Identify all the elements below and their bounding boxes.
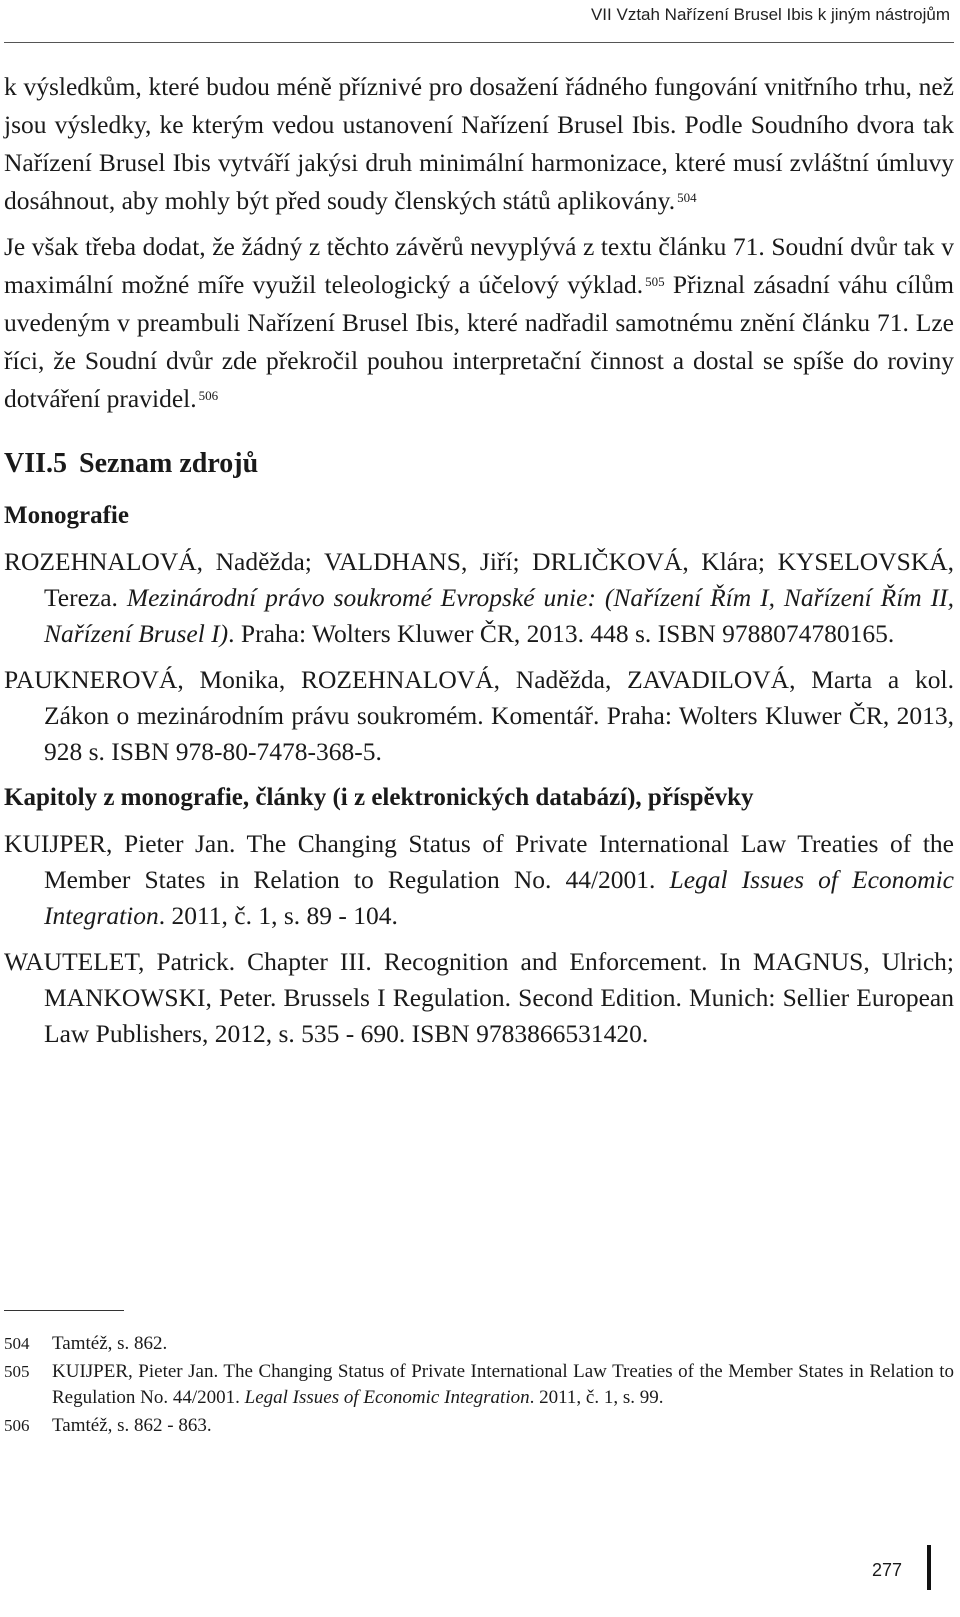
- reference-kuijper: [4, 826, 954, 934]
- reference-title: Mezinárodní právo soukromé Evropské unie: (Nařízení Řím I, Nařízení Řím II, Nařízení Brusel I): [44, 583, 954, 648]
- section-title: Seznam zdrojů: [79, 448, 259, 479]
- reference-details: . Praha: Wolters Kluwer ČR, 2013. 448 s. ISBN 9788074780165.: [228, 619, 895, 648]
- reference-main: KUIJPER, Pieter Jan. The Changing Status of Private International Law Treaties of the Member States in Relation to Regulation No. 44/2001.: [4, 829, 954, 894]
- page-number: 277: [872, 1560, 903, 1580]
- reference-journal: Legal Issues of Economic Integration: [44, 865, 955, 930]
- footnote-504: [4, 1331, 954, 1357]
- footnote-ref-504[interactable]: 504: [677, 190, 697, 205]
- reference-details: . 2011, č. 1, s. 89 - 104.: [158, 901, 398, 930]
- footnotes: [4, 1331, 954, 1441]
- footnote-number: 506: [4, 1416, 30, 1435]
- subheading-monografie: Monografie: [4, 502, 129, 529]
- footnote-506: [4, 1413, 954, 1439]
- footnote-text: Tamtéž, s. 862.: [52, 1333, 168, 1354]
- reference-authors: ROZEHNALOVÁ, Naděžda; VALDHANS, Jiří; DRLIČKOVÁ, Klára; KYSELOVSKÁ, Tereza.: [4, 547, 954, 612]
- reference-rozehnalova: [4, 544, 954, 652]
- footnote-ref-506[interactable]: 506: [198, 388, 219, 403]
- footnote-journal: Legal Issues of Economic Integration: [244, 1387, 530, 1408]
- footnote-text-a: KUIJPER, Pieter Jan. The Changing Status of Private International Law Treaties of the Member States in Relation to Regulation No. 44/2001.: [52, 1361, 954, 1408]
- footnote-divider: [4, 1310, 124, 1311]
- body-paragraph-1: [4, 68, 954, 220]
- paragraph-2-text-b: Přiznal zásadní váhu cílům uvedeným v preambuli Nařízení Brusel Ibis, které nadřadil samotnému znění článku 71. Lze říci, že Soudní dvůr zde překročil pouhou interpretační činnost a dostal se spíše do roviny dotváření pravidel.: [4, 270, 954, 413]
- footnote-number: 504: [4, 1334, 30, 1353]
- paragraph-2-text-a: Je však třeba dodat, že žádný z těchto závěrů nevyplývá z textu článku 71. Soudní dvůr tak v maximální možné míře využil teleologický a účelový výklad.: [4, 232, 954, 299]
- reference-wautelet: WAUTELET, Patrick. Chapter III. Recognition and Enforcement. In MAGNUS, Ulrich; MANKOWSKI, Peter. Brussels I Regulation. Second Edition. Munich: Sellier European Law Publishers, 2012, s. 535 - 690. ISBN 9783866531420.: [4, 947, 954, 1048]
- running-title: VII Vztah Nařízení Brusel Ibis k jiným nástrojům: [590, 5, 950, 24]
- footnote-text: [52, 1359, 954, 1411]
- footnote-505: [4, 1359, 954, 1411]
- page-content: [4, 68, 954, 1062]
- reference-pauknerova: PAUKNEROVÁ, Monika, ROZEHNALOVÁ, Naděžda, ZAVADILOVÁ, Marta a kol. Zákon o mezinárodním právu soukromém. Komentář. Praha: Wolters Kluwer ČR, 2013, 928 s. ISBN 978-80-7478-368-5.: [4, 665, 954, 766]
- header-divider: [4, 42, 954, 43]
- subheading-kapitoly: Kapitoly z monografie, články (i z elektronických databází), příspěvky: [4, 784, 754, 811]
- page-edge-tab: [927, 1545, 931, 1590]
- section-number: VII.5: [4, 448, 68, 479]
- footnote-text: Tamtéž, s. 862 - 863.: [52, 1415, 212, 1436]
- footnote-text-b: . 2011, č. 1, s. 99.: [529, 1387, 664, 1408]
- running-header: [0, 0, 950, 28]
- body-paragraph-2: [4, 228, 954, 418]
- section-heading: [4, 444, 954, 484]
- footnote-number: 505: [4, 1362, 30, 1381]
- paragraph-1-text: k výsledkům, které budou méně příznivé pro dosažení řádného fungování vnitřního trhu, než jsou výsledky, ke kterým vedou ustanovení Nařízení Brusel Ibis. Podle Soudního dvora tak Nařízení Brusel Ibis vytváří jakýsi druh minimální harmonizace, které musí zvláštní úmluvy dosáhnout, aby mohly být před soudy členských států aplikovány.: [4, 72, 954, 215]
- footnote-ref-505[interactable]: 505: [645, 274, 665, 289]
